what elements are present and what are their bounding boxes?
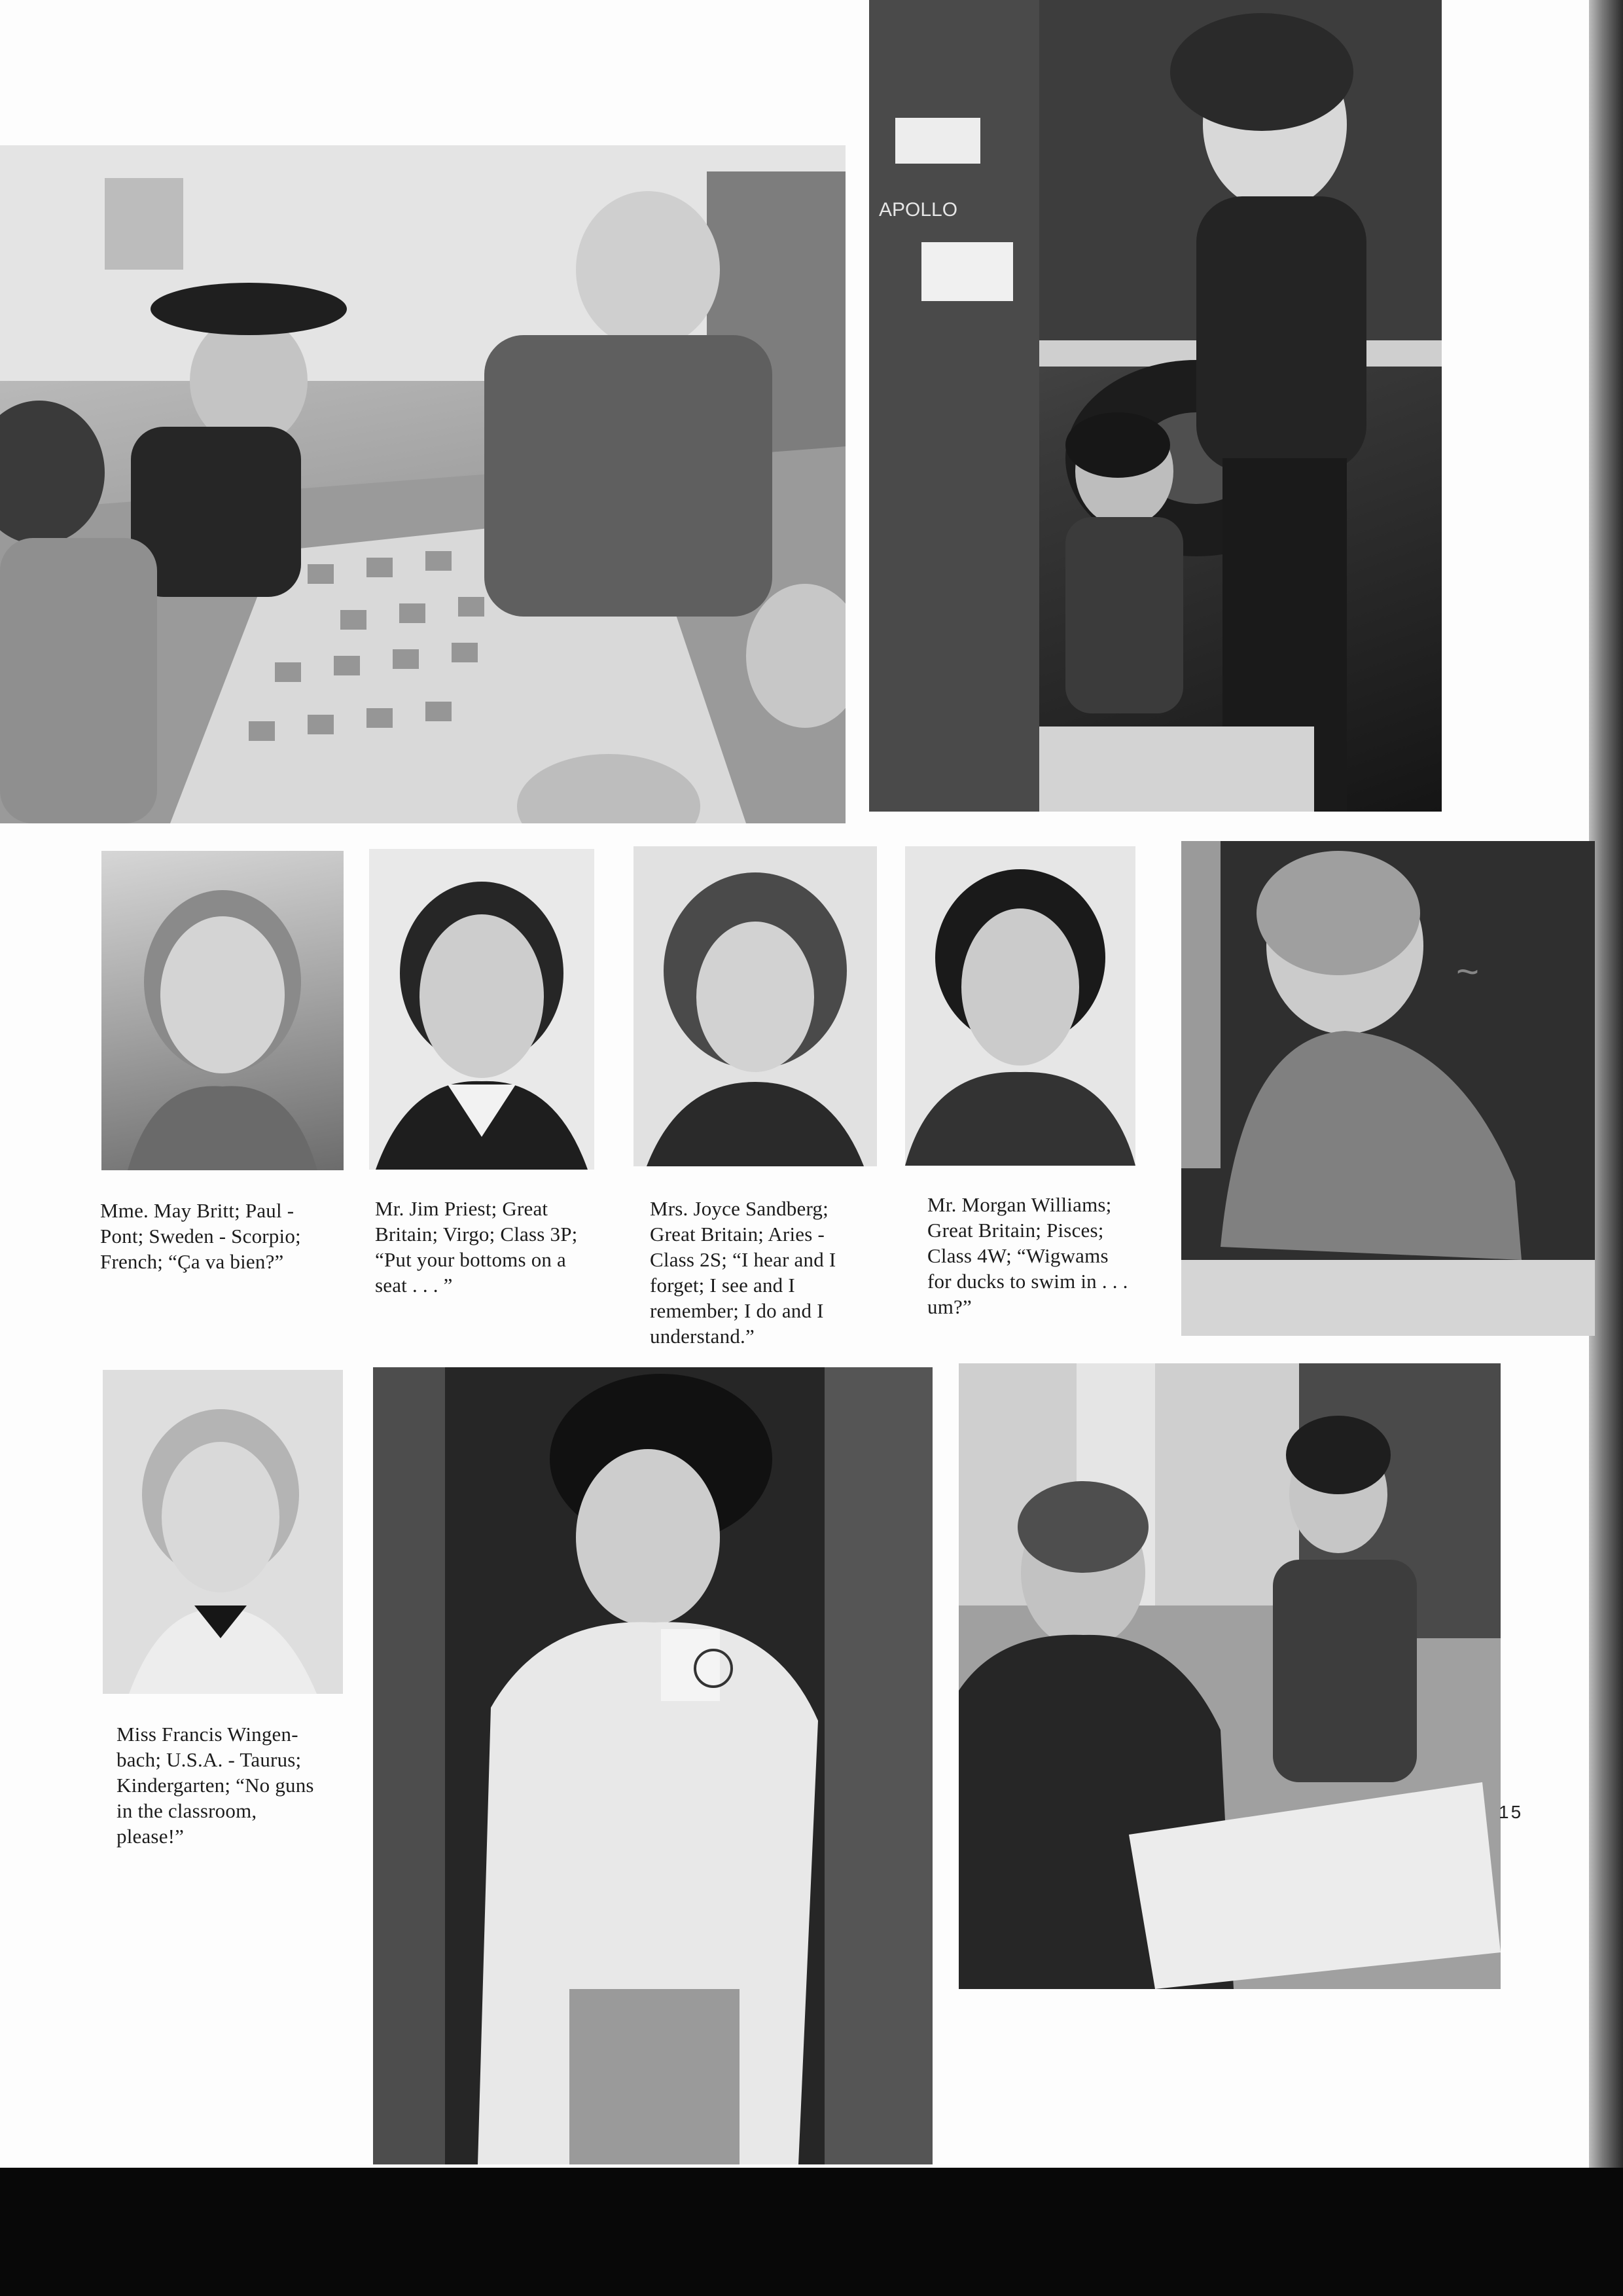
photo-teacher-with-mug	[373, 1367, 933, 2164]
portrait-may-britt	[101, 851, 344, 1170]
caption-francis-wingenbach: Miss Francis Wingen- bach; U.S.A. - Taurus; Kindergarten; “No guns in the classroom, please!”	[116, 1723, 314, 1848]
portrait-francis-wingenbach	[103, 1370, 343, 1694]
caption-may-britt: Mme. May Britt; Paul - Pont; Sweden - Scorpio; French; “Ça va bien?”	[100, 1199, 301, 1273]
portrait-joyce-sandberg	[633, 846, 877, 1166]
caption-jim-priest: Mr. Jim Priest; Great Britain; Virgo; Class 3P; “Put your bottoms on a seat . . . ”	[375, 1197, 578, 1297]
photo-teacher-space-mural	[869, 0, 1442, 812]
apollo-sign: APOLLO	[879, 199, 958, 221]
caption-morgan-williams: Mr. Morgan Williams; Great Britain; Pisces; Class 4W; “Wigwams for ducks to swim in . . . um?”	[927, 1193, 1128, 1318]
photo-teacher-reading	[1181, 841, 1595, 1336]
svg-text:~: ~	[1456, 950, 1480, 994]
portrait-morgan-williams	[905, 846, 1135, 1166]
caption-joyce-sandberg: Mrs. Joyce Sandberg; Great Britain; Aries - Class 2S; “I hear and I forget; I see and I remember; I do and I understand.”	[650, 1197, 836, 1348]
scan-bottom-band	[0, 2168, 1623, 2296]
portrait-jim-priest	[369, 849, 594, 1170]
photo-classroom-table	[0, 145, 846, 823]
photo-teacher-and-student	[959, 1363, 1501, 1989]
page-number: 15	[1499, 1802, 1524, 1822]
